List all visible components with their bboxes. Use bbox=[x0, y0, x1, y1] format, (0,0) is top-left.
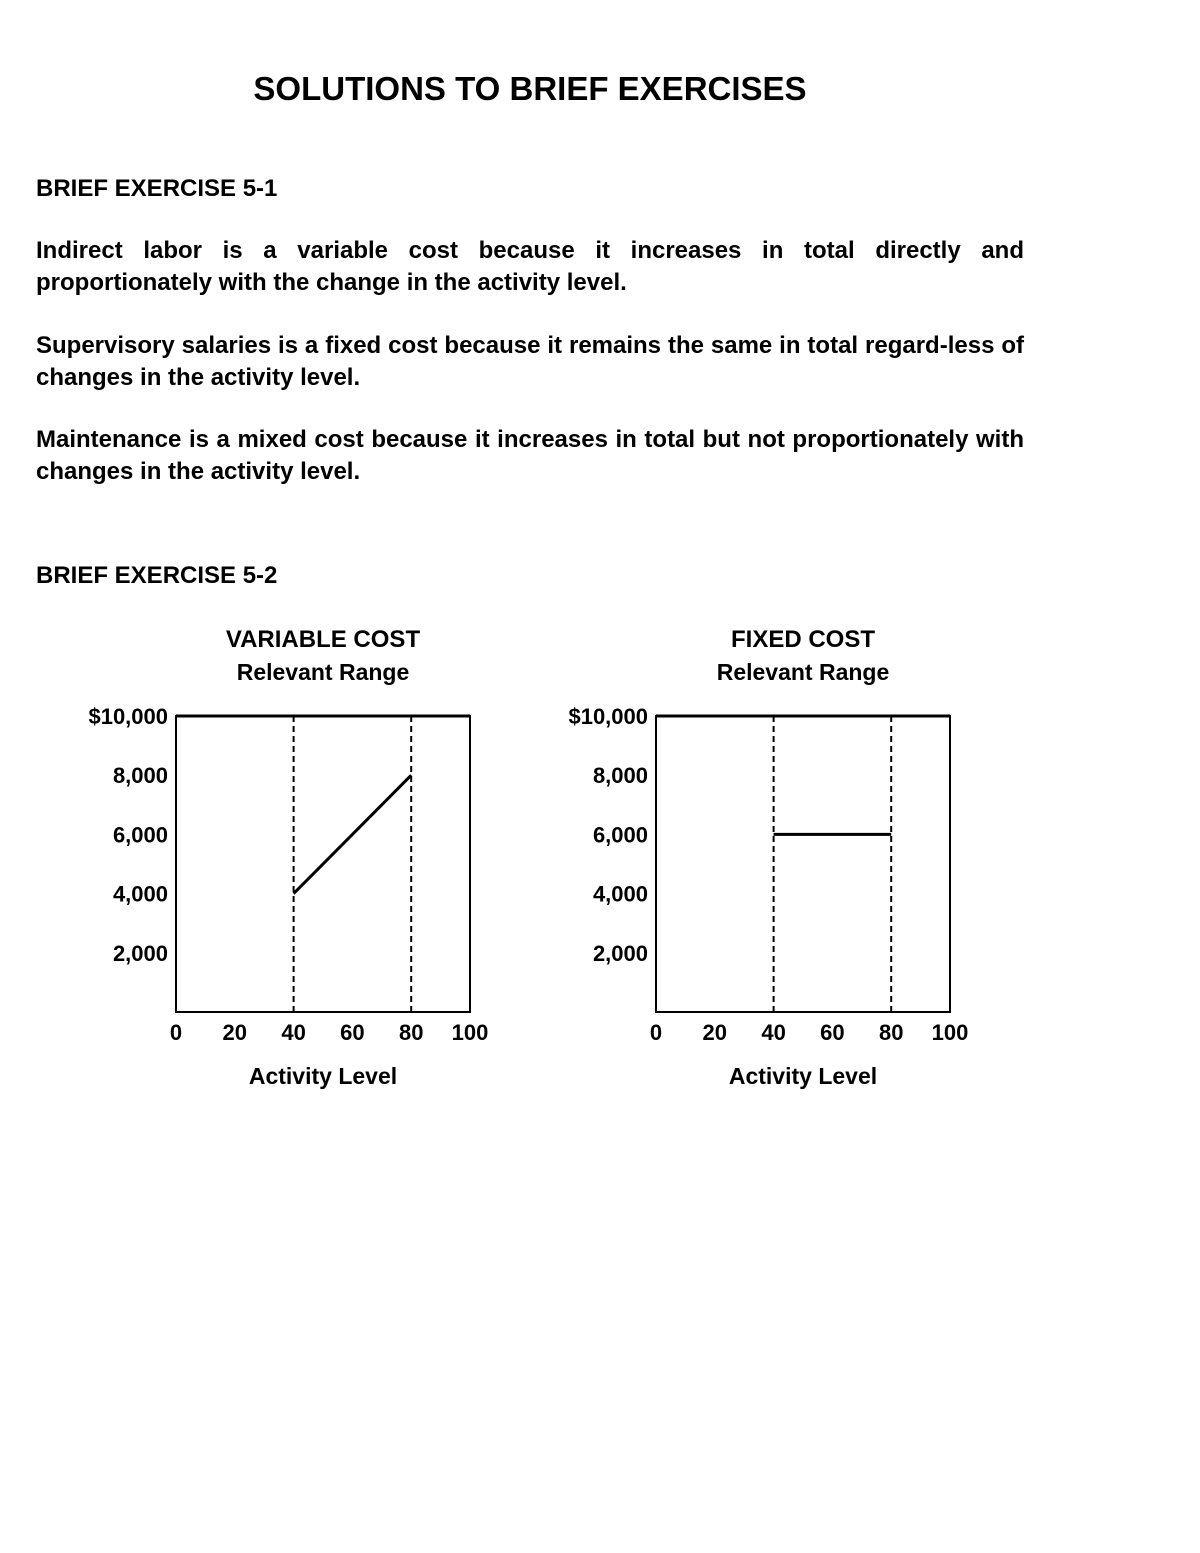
cost-line bbox=[294, 775, 412, 893]
section-heading-5-1: BRIEF EXERCISE 5-1 bbox=[36, 175, 278, 202]
chart-subtitle: Relevant Range bbox=[716, 659, 890, 685]
y-tick-label: 4,000 bbox=[592, 881, 648, 907]
y-tick-label: 2,000 bbox=[592, 940, 648, 966]
x-tick-label: 20 bbox=[702, 1020, 728, 1045]
x-tick-label: 40 bbox=[761, 1020, 786, 1045]
x-tick-label: 20 bbox=[222, 1020, 248, 1045]
x-tick-label: 40 bbox=[281, 1020, 306, 1045]
y-tick-label: 6,000 bbox=[592, 822, 648, 848]
y-tick-label: 6,000 bbox=[112, 822, 168, 848]
x-tick-label: 100 bbox=[931, 1020, 969, 1045]
y-tick-label: $10,000 bbox=[88, 704, 168, 729]
y-tick-label: 2,000 bbox=[112, 940, 168, 966]
y-tick-label: 8,000 bbox=[112, 763, 168, 789]
x-tick-label: 80 bbox=[878, 1020, 904, 1045]
plot-area-frame bbox=[656, 716, 950, 1012]
x-tick-label: 0 bbox=[649, 1020, 663, 1045]
chart-title: FIXED COST bbox=[730, 626, 876, 653]
x-axis-label: Activity Level bbox=[248, 1063, 398, 1089]
x-axis-label: Activity Level bbox=[728, 1063, 878, 1089]
x-tick-label: 60 bbox=[820, 1020, 845, 1045]
x-tick-label: 0 bbox=[169, 1020, 183, 1045]
paragraph-mixed-cost: Maintenance is a mixed cost because it increases in total but not proportionately with changes in the activity level. bbox=[36, 426, 1024, 485]
variable-cost-chart bbox=[60, 615, 510, 1095]
x-tick-label: 60 bbox=[340, 1020, 365, 1045]
page-title: SOLUTIONS TO BRIEF EXERCISES bbox=[253, 70, 807, 107]
x-tick-label: 100 bbox=[451, 1020, 489, 1045]
x-tick-label: 80 bbox=[398, 1020, 424, 1045]
y-tick-label: 4,000 bbox=[112, 881, 168, 907]
y-tick-label: $10,000 bbox=[568, 704, 648, 729]
y-tick-label: 8,000 bbox=[592, 763, 648, 789]
paragraph-variable-cost: Indirect labor is a variable cost because it increases in total directly and proportionately with the change in the activity level. bbox=[36, 237, 1024, 296]
fixed-cost-chart bbox=[540, 615, 990, 1095]
section-heading-5-2: BRIEF EXERCISE 5-2 bbox=[36, 562, 278, 589]
chart-subtitle: Relevant Range bbox=[236, 659, 410, 685]
paragraph-fixed-cost: Supervisory salaries is a fixed cost because it remains the same in total regard-less of changes in the activity level. bbox=[36, 332, 1024, 391]
chart-title: VARIABLE COST bbox=[225, 626, 421, 653]
